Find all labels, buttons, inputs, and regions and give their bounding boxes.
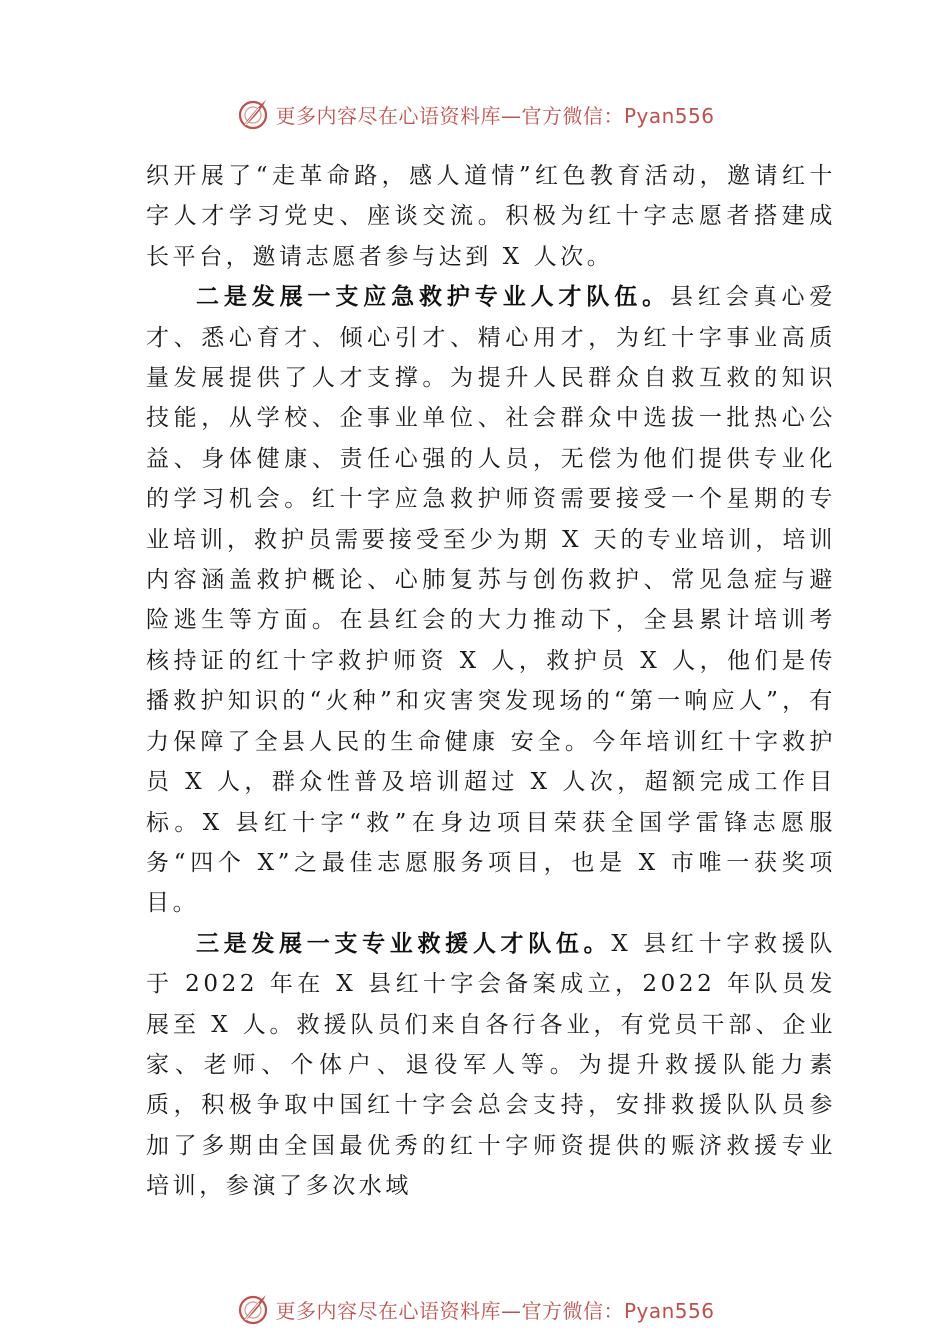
paragraph-3-heading: 三是发展一支专业救援人才队伍。	[196, 929, 612, 957]
pen-feather-icon	[235, 96, 271, 132]
pen-feather-icon	[235, 1291, 271, 1327]
footer-watermark	[0, 1289, 950, 1329]
paragraph-1-text: 织开展了“走革命路，感人道情”红色教育活动，邀请红十字人才学习党史、座谈交流。积极为红十字志愿者搭建成长平台，邀请志愿者参与达到 X 人次。	[146, 163, 836, 270]
paragraph-3	[146, 924, 836, 1207]
watermark-text: 更多内容尽在心语资料库—官方微信：Pyan556	[275, 1298, 715, 1323]
header-watermark	[0, 94, 950, 134]
watermark-text: 更多内容尽在心语资料库—官方微信：Pyan556	[275, 103, 715, 128]
document-body	[146, 156, 836, 1207]
paragraph-2-heading: 二是发展一支应急救护专业人才队伍。	[196, 283, 670, 311]
paragraph-2-text: 县红会真心爱才、悉心育才、倾心引才、精心用才，为红十字事业高质量发展提供了人才支撑。为提升人民群众自救互救的知识技能，从学校、企事业单位、社会群众中选拔一批热心公益、身体健康、责任心强的人员，无偿为他们提供专业化的学习机会。红十字应急救护师资需要接受一个星期的专业培训，救护员需要接受至少为期 X 天的专业培训，培训内容涵盖救护概论、心肺复苏与创伤救护、常见急症与避险逃生等方面。在县红会的大力推动下，全县累计培训考核持证的红十字救护师资 X 人，救护员 X 人，他们是传播救护知识的“火种”和灾害突发现场的“第一响应人”，有力保障了全县人民的生命健康 安全。今年培训红十字救护员 X 人，群众性普及培训超过 X 人次，超额完成工作目标。X 县红十字“救”在身边项目荣获全国学雷锋志愿服务“四个 X”之最佳志愿服务项目，也是 X 市唯一获奖项目。	[146, 284, 836, 917]
paragraph-2	[146, 277, 836, 924]
paragraph-1	[146, 156, 836, 277]
paragraph-3-text: X 县红十字救援队于 2022 年在 X 县红十字会备案成立，2022 年队员发展至 X 人。救援队员们来自各行各业，有党员干部、企业家、老师、个体户、退役军人等。为提升救援队能力素质，积极争取中国红十字会总会支持，安排救援队队员参加了多期由全国最优秀的红十字师资提供的赈济救援专业培训，参演了多次水域	[146, 930, 837, 1200]
